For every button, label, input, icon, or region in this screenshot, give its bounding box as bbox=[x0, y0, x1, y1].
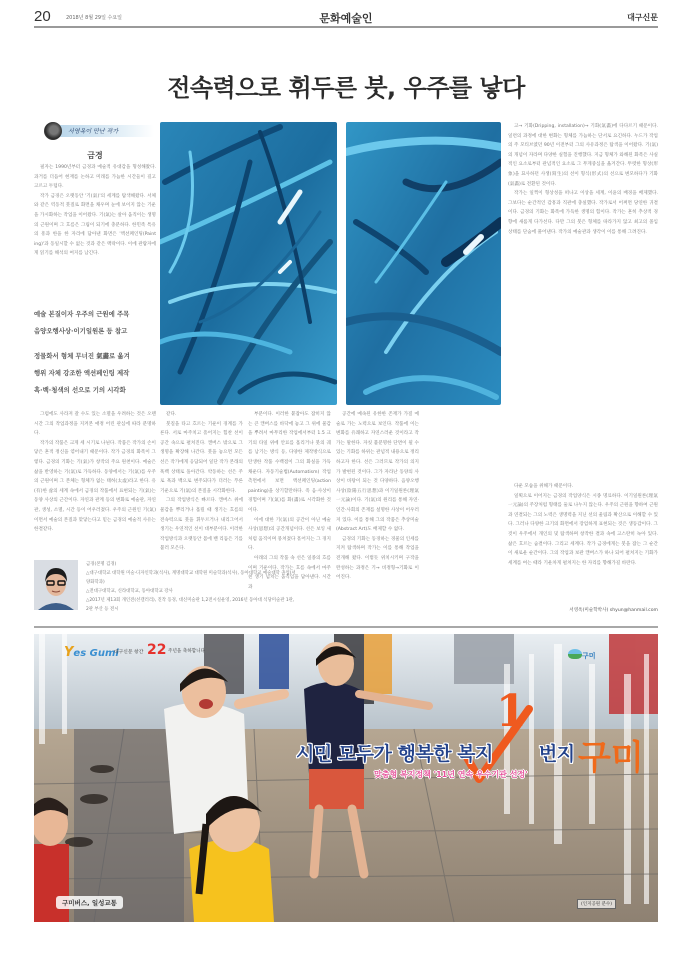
subheads bbox=[34, 306, 156, 399]
subhead: 행위 자체 강조한 액션페인팅 제작 bbox=[34, 369, 130, 377]
body-column-4 bbox=[336, 410, 419, 620]
paragraph: 다운 모습을 위해가 때문이다. bbox=[514, 484, 574, 489]
profile-item: △2017년 제13회 개인전(선갤러리), 진작 동경, 대신미술관 1,2전시실운영, 2016년 동아대 석당미술관 1관, 2관 부산 등 전시 bbox=[86, 598, 295, 612]
gumi-city-logo-text: 구미 bbox=[582, 652, 596, 660]
masthead bbox=[34, 8, 658, 28]
ad-newspaper-label: 대구신문 창간 bbox=[114, 650, 144, 655]
artist-name: 금경 bbox=[87, 151, 103, 160]
paragraph: 이에 대한 기(氣)의 공간이 아닌 예술사상(思想)의 공간개념이다. 선은 보잉 새처럼 움직이며 뭉쳐졌다 흩어지는 그 경지다. bbox=[248, 517, 331, 552]
profile-item: △대구대학교 대학원 미술·디자인학과(석사), 계명대학교 대학원 미술학과(석사), 동아대학교 예술대학 졸업(서양화학과) bbox=[86, 571, 296, 585]
yes-gumi-logo: Yes Gumi bbox=[64, 645, 119, 660]
artwork-image-left bbox=[160, 122, 337, 405]
paragraph: 그럼에도 사라져 갈 수도 있는 소멸을 우려하는 것은 오랜 시간 그의 작업과정을 지켜본 애정 어린 관심에 따라 분명하다. bbox=[34, 412, 156, 437]
subhead: 예술 본질이자 우주의 근원에 주목 bbox=[34, 310, 130, 318]
series-label: 서영옥이 만난 작가 bbox=[68, 128, 119, 135]
paragraph: 그의 작업방식은 빠르다. 캔버스 위에 물감을 뿌리거나 흘릴 때 생기는 흐름의 전속력으로 붓을 휘두르거나 내리그어서 생기는 우연적인 선이 대부분이다. 이러한 작업방식과 오랫동안 몸에 밴 리듬은 기를 불러 모은다. bbox=[160, 498, 243, 552]
paragraph: 필자는 1990년부터 금경과 예술적 유대감을 형성해왔다. 과거를 더듬어 현재를 논하고 미래를 가늠한 시간들이 길고 고르고 두텁다. bbox=[34, 165, 156, 190]
intro-column bbox=[34, 163, 156, 303]
gumi-city-logo-icon bbox=[568, 649, 582, 659]
artwork-image-right bbox=[346, 122, 501, 405]
columnist-avatar-icon bbox=[44, 122, 62, 140]
paragraph: 아래의 그의 작품 속 선은 일종의 흐름이며 기운이다. 작가는 흐름 속에서 마주친 생기 넘치는 움직임을 담아낸다. 시간과 bbox=[248, 555, 331, 590]
body-column-6 bbox=[424, 482, 658, 602]
anniversary-number: 22 bbox=[147, 642, 167, 658]
ad-main-slogan: 시민 모두가 행복한 복지 번지 bbox=[296, 743, 575, 765]
ad-photo-background bbox=[34, 634, 658, 922]
paragraph: 공간에 예속된 유한한 존재가 가질 예술로 가는 노력으로 보인다. 작품에 이는 변화를 유쾌하고 자연스러운 것이라고 작가는 말한다. 자칫 불분명한 단면이 될 수 있는 기화를 하위는 관념적 내용으로 정리하고자 한다. 선은 그러므로 작가의 의지가 발현된 것이다. 그가 자라난 동양의 사상이 바탕이 되는 것 다양하다. 음양오행사상(陰陽五行思想)과 이기일원론(理氣一元論)이다. 기(氣)의 원리를 통해 자연·인간·사회의 존재를 설명한 사상이 어우러져 있다. 이를 통해 그의 작품은 추상미술(Abstract Art)도 배제할 수 없다. bbox=[336, 412, 419, 533]
paragraph: 금경의 기화는 동경하는 경물의 인세를 지켜 탐색하며 작가는 이를 통해 작업을 전개해 왔다. 이렇듯 위치시키며 구작을 완성하는 과정은 기→ 비정형→기화로 이어진다. bbox=[336, 536, 419, 581]
paragraph: 일획으로 이어지는 금경의 작업양식은 시종 명료하다. 이기일원론(理氣一元論)의 주장처럼 형태를 둘로 나누지 않는다. 우주의 근원을 향하여 근원과 연결되는 그의 노력은 생명력을 지닌 선의 울림과 확산으로 이해할 수 있다. 그러나 다양한 크기의 화면에서 장엄하게 표현되는 것은 생동감이다. 그것이 우주에서 개인의 및 탐색하며 창작한 결과 속에 고스란히 녹아 있다. 삶은 흐르는 숨결이다. 그리고 세계다. 작가 금경에게는 붓을 잡는 그 순간이 새로운 순간이다. 그의 작업과 보관 캔버스가 하나 되어 펼쳐지는 기화가 세계를 여는 때라 기운차게 펼쳐지는 한 자리를 향해가길 바란다. bbox=[508, 493, 658, 566]
byline: 서영옥(미술학박사) shyun@hanmail.com bbox=[569, 608, 658, 613]
artist-profile-caption bbox=[86, 560, 296, 614]
section-divider bbox=[34, 626, 658, 628]
paragraph: 고→ 기화(Dripping, installation)→ 기화(氣畵)에 다다르기 때문이다. 일련의 과정에 대한 변화는 형체를 가늠하는 단서로 요긴하다. 누드가 작업의 주 모티브였던 90년 이전부터 그의 사유과정은 탐색을 이어왔다. 기(氣)의 개념이 자라며 다양한 실험을 진행했다. 지금 형체가 와해된 화폭은 사실적인 요소로부터 관념적인 요소로 그 무게중심을 옮겨간다. 뚜렷한 형상(形象)을 묘사하던 사생(寫生)의 선이 형식(形式)의 선으로 변모하다가 기화(氣畵)로 전환된 것이다. bbox=[508, 124, 658, 187]
issue-date: 2018년 8월 29일 수요일 bbox=[66, 15, 123, 21]
paragraph: 작가 금경은 오랫동안 '기(氣)'의 세계를 탐색해왔다. 서체와 같은 역동적 붓질로 화면을 채우며 눈에 보이지 않는 기운을 가시화하는 작업을 이어왔다. 기(氣)는 살아 움직이는 생명의 근원이며 그 흐름은 그림이 되기에 충분하다. 한민족 특유의 흥과 한을 한 자리에 담아낸 화면은 '액션페인팅(Paint ing)'과 동일시할 수 없는 것과 같은 맥락이다. 이에 관람자에게 읽기를 해석의 여지를 남긴다. bbox=[34, 193, 156, 257]
ad-city-name: 구미 bbox=[578, 738, 644, 778]
paragraph: 작가의 작품은 크게 세 시기로 나뉜다. 작품은 작가의 손이 닿은 흔적 정신을 엮어내기 때문이다. 작가 금경의 화폭이 그렇다. 금경의 기화는 기(氣)가 창작의 주요 원천이다. 예술은 삶을 반영하는 기(氣)로 가득하다. 동양에서는 기(氣)를 우주의 근원이며 그 본체는 형체가 없는 태허(太虛)라고 한다. 유(有)한 삶의 세계 속에서 금경의 작품에서 표현되는 기(氣)는 동양 사상의 근간이다. 자연과 관계 등의 변화로 예술관, 자연관, 생성, 소멸, 시간 등이 어우러졌다. 우주의 근원인 기(氣)이면서 예술의 본질과 맞닿는다고 믿는 금경의 예술적 사유는 한결같다. bbox=[34, 440, 156, 533]
newspaper-name: 대구신문 bbox=[627, 13, 658, 22]
series-banner bbox=[38, 120, 158, 142]
ad-location-caption: (인지공원 분수) bbox=[577, 899, 616, 909]
paragraph: 같다. bbox=[166, 412, 177, 417]
paragraph: 붓질을 타고 흐르는 기운이 경계를 가른다. 서로 마주치고 흩어지는 힘찬 선이 공간 속으로 펼쳐진다. 캔버스 밖으로 그 생명을 확장해 나간다. 붓을 놓으면 모든 선은 작가에게 응답되어 일단 작가 본래의 흑백 상태로 돌아간다. 약동하는 선은 주로 흑과 백으로 변주되다가 더러는 푸른 기운으로 기(氣)의 본질을 시각화한다. bbox=[160, 421, 243, 494]
ad-sub-slogan: 맞춤형 복지정책 '11년 연속 우수기관 선정' bbox=[374, 770, 528, 779]
subhead: 음양오행사상·이기일원론 등 참고 bbox=[34, 327, 128, 335]
body-column-5 bbox=[508, 122, 658, 482]
anniversary-text: 주년을 축하합니다 bbox=[168, 649, 205, 654]
profile-item: △전대구대학교, 신라대학교, 동아대학교 강사 bbox=[86, 589, 173, 594]
gumi-city-advertisement[interactable] bbox=[34, 634, 658, 922]
subhead: 정물화서 형체 무너진 氣畵로 옮겨 bbox=[34, 352, 130, 360]
paragraph: 작가는 일찍이 형상성을 떠나고 이상을 세계, 이윤의 배경을 배제했다. 그보다는 순간적인 감흥과 직관에 충실했다. 작가로서 어쩌면 당연한 귀결이다. 금경의 기화는 화폭에 가득한 생명의 힘이다. 작가는 흔히 추상적 경향에 새롭게 다가선다. 다만 그의 붓은 형체를 따라가지 않고 최고의 몰입 상태를 단숨에 풀어낸다. 작가의 예술관과 생각이 이를 통해 그려진다. bbox=[508, 191, 658, 235]
ad-photo-caption: 구미버스, 일성교통 bbox=[56, 896, 123, 909]
headline: 전속력으로 휘두른 붓, 우주를 낳다 bbox=[167, 74, 525, 102]
body-column-1 bbox=[34, 410, 156, 546]
artist-profile-photo bbox=[34, 560, 78, 610]
body-column-2 bbox=[160, 410, 243, 560]
profile-name: 금경(본명 김경) bbox=[86, 562, 117, 567]
rank-number: 1 bbox=[496, 686, 527, 737]
subhead: 흑·백·청색의 선으로 기의 시각화 bbox=[34, 386, 126, 394]
paragraph: 부분이다. 이러한 붙잡아도 잡히지 않는 큰 캔버스를 바닥에 놓고 그 위에 물감을 뿌려서 마무리한 작업에서부터 1.5 크기의 타일 위에 안료를 흘리거나 붓의 궤를 남기는 방식 등, 다양한 제작방식으로 탄생한 작품 수백점이 그의 화실을 가득 채운다. 자동기술법(Automatism) 작업 측면에서 보면 액션페인팅(action painting)을 상기할만하다. 즉 음·사상이 경험이며 기(氣)를 화(畵)로 시각화한 것이다. bbox=[248, 412, 331, 513]
section-title: 문화예술인 bbox=[319, 12, 373, 25]
page-number: 20 bbox=[34, 8, 51, 25]
